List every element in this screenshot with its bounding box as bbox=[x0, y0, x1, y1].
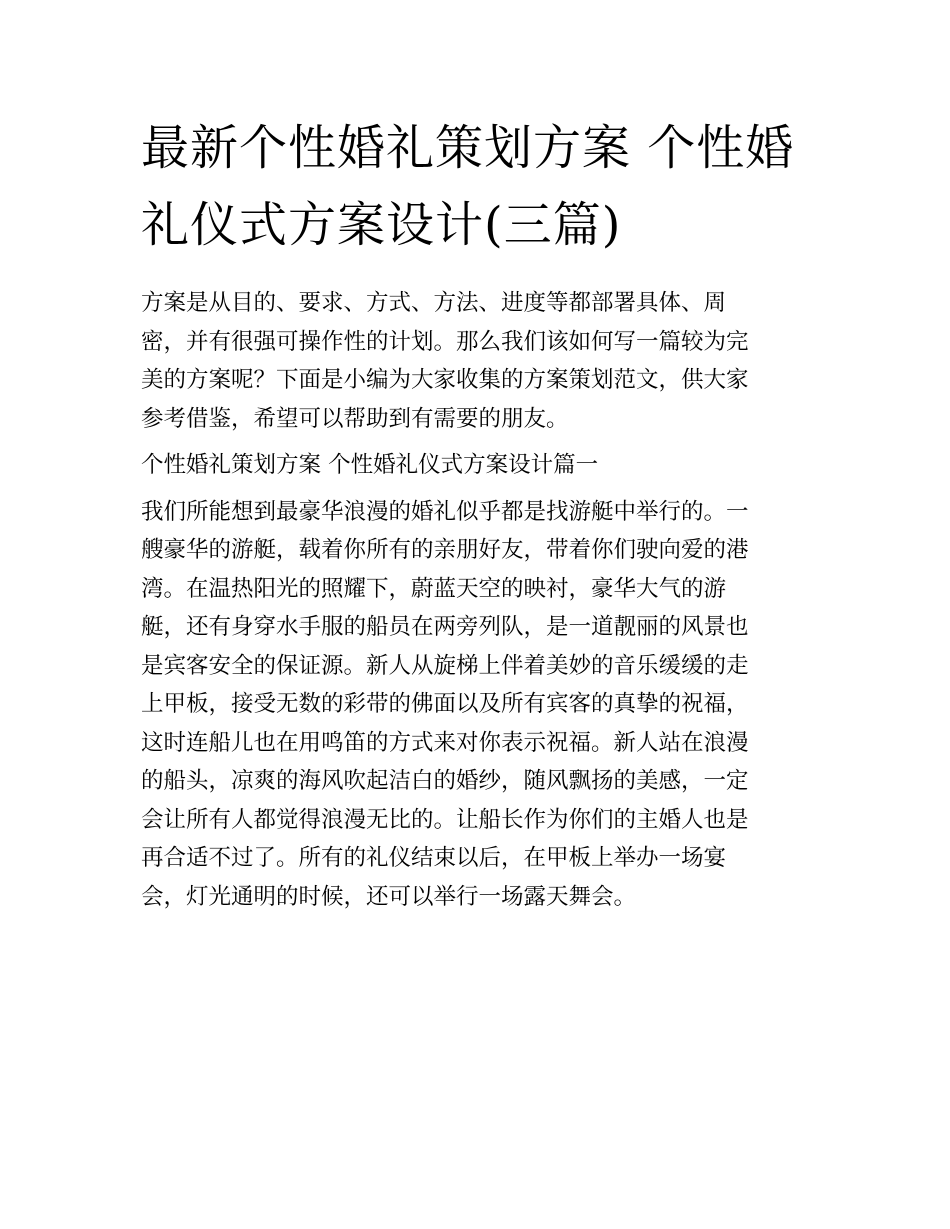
text-line: 这时连船儿也在用鸣笛的方式来对你表示祝福。新人站在浪漫 bbox=[141, 729, 749, 756]
text-line: 参考借鉴，希望可以帮助到有需要的朋友。 bbox=[141, 405, 569, 432]
section-heading: 个性婚礼策划方案 个性婚礼仪式方案设计篇一 bbox=[141, 452, 599, 478]
text-line: 会，灯光通明的时候，还可以举行一场露天舞会。 bbox=[141, 883, 637, 910]
text-line: 的船头，凉爽的海风吹起洁白的婚纱，随风飘扬的美感，一定 bbox=[141, 768, 749, 794]
text-line: 湾。在温热阳光的照耀下，蔚蓝天空的映衬，豪华大气的游 bbox=[141, 575, 727, 602]
text-line: 美的方案呢？下面是小编为大家收集的方案策划范文，供大家 bbox=[141, 367, 749, 393]
document-title bbox=[141, 110, 813, 264]
text-line: 会让所有人都觉得浪漫无比的。让船长作为你们的主婚人也是 bbox=[141, 806, 749, 833]
title-line: 礼仪式方案设计(三篇) bbox=[141, 197, 622, 253]
text-line: 艇，还有身穿水手服的船员在两旁列队，是一道靓丽的风景也 bbox=[141, 614, 749, 640]
text-line: 上甲板，接受无数的彩带的佛面以及所有宾客的真挚的祝福， bbox=[141, 691, 749, 717]
text-line: 我们所能想到最豪华浪漫的婚礼似乎都是找游艇中举行的。一 bbox=[141, 498, 749, 525]
document-content bbox=[141, 110, 813, 916]
text-line: 密，并有很强可操作性的计划。那么我们该如何写一篇较为完 bbox=[141, 328, 749, 355]
text-line: 艘豪华的游艇，载着你所有的亲朋好友，带着你们驶向爱的港 bbox=[141, 537, 749, 563]
title-line: 最新个性婚礼策划方案 个性婚 bbox=[141, 120, 795, 176]
text-line: 是宾客安全的保证源。新人从旋梯上伴着美妙的音乐缓缓的走 bbox=[141, 652, 749, 679]
body-paragraph bbox=[141, 493, 813, 917]
text-line: 方案是从目的、要求、方式、方法、进度等都部署具体、周 bbox=[141, 290, 727, 316]
intro-paragraph bbox=[141, 284, 813, 438]
text-line: 再合适不过了。所有的礼仪结束以后，在甲板上举办一场宴 bbox=[141, 845, 727, 871]
